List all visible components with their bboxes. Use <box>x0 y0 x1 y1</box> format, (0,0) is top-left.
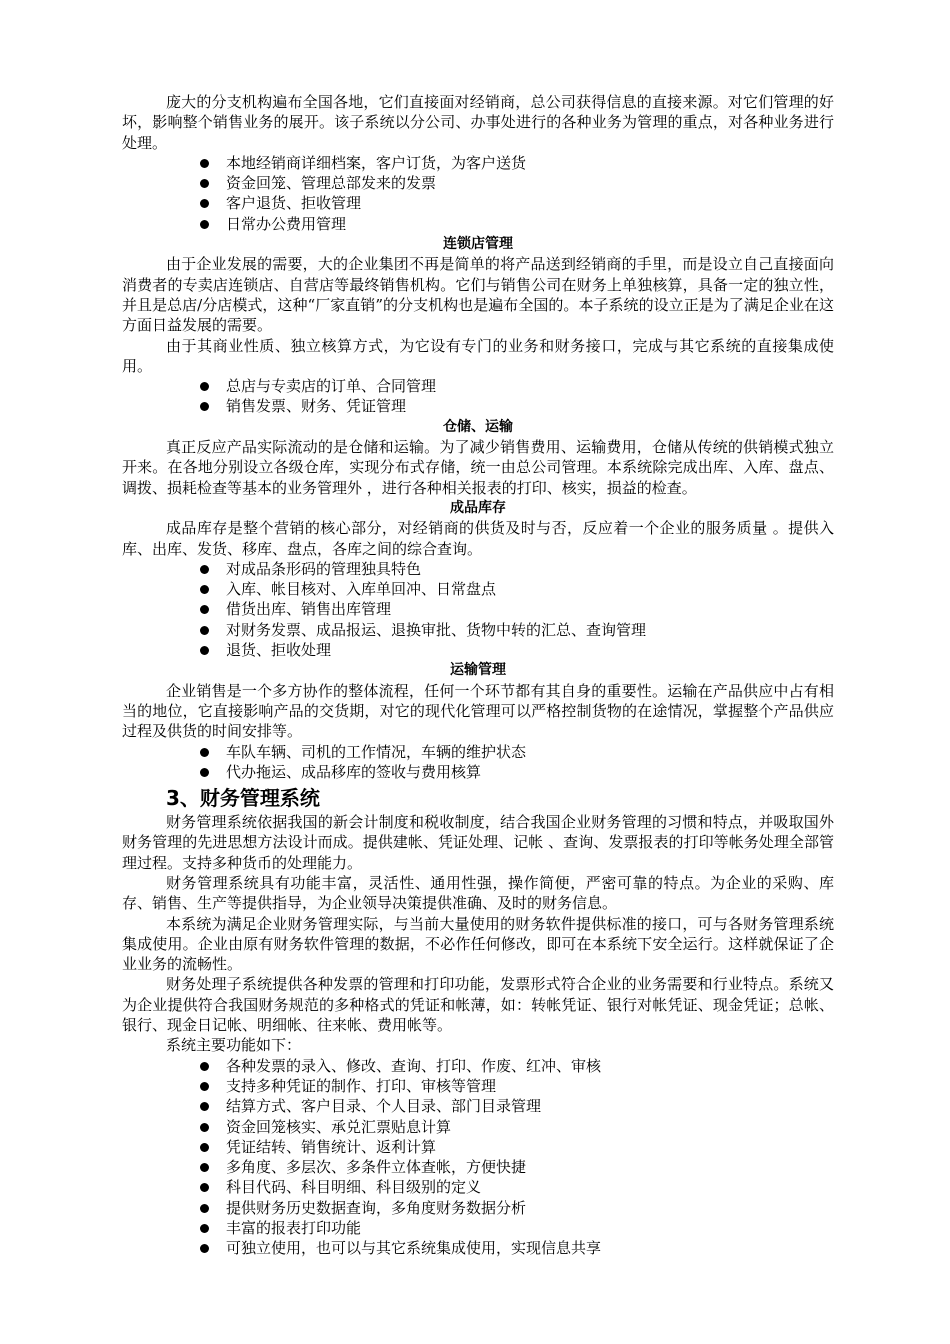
bullet-icon <box>200 565 209 574</box>
bullet-icon <box>200 1224 209 1233</box>
intro-paragraph: 庞大的分支机构遍布全国各地，它们直接面对经销商，总公司获得信息的直接来源。对它们管理的好坏，影响整个销售业务的展开。该子系统以分公司、办事处进行的各种业务为管理的重点，对各种业务进行处理。 <box>122 93 834 152</box>
finance-paragraph: 财务管理系统具有功能丰富，灵活性、通用性强，操作简便，严密可靠的特点。为企业的采购、库存、销售、生产等提供指导，为企业领导决策提供准确、及时的财务信息。 <box>122 873 834 913</box>
list-item: 丰富的报表打印功能 <box>122 1218 834 1238</box>
chain-store-list <box>122 376 834 417</box>
list-item: 入库、帐目核对、入库单回冲、日常盘点 <box>122 579 834 599</box>
finance-paragraph: 本系统为满足企业财务管理实际，与当前大量使用的财务软件提供标准的接口，可与各财务管理系统集成使用。企业由原有财务软件管理的数据，不必作任何修改，即可在本系统下安全运行。这样就保证了企业业务的流畅性。 <box>122 914 834 974</box>
finance-function-list <box>122 1056 834 1259</box>
list-item: 本地经销商详细档案，客户订货，为客户送货 <box>122 153 834 173</box>
list-item: 客户退货、拒收管理 <box>122 193 834 213</box>
list-item: 日常办公费用管理 <box>122 214 834 234</box>
bullet-icon <box>200 1163 209 1172</box>
bullet-icon <box>200 1244 209 1253</box>
bullet-icon <box>200 382 209 391</box>
list-item: 结算方式、客户目录、个人目录、部门目录管理 <box>122 1096 834 1116</box>
list-item: 资金回笼、管理总部发来的发票 <box>122 173 834 193</box>
list-item: 对成品条形码的管理独具特色 <box>122 559 834 579</box>
finance-paragraph: 系统主要功能如下： <box>166 1036 302 1055</box>
list-item: 提供财务历史数据查询，多角度财务数据分析 <box>122 1198 834 1218</box>
list-item: 凭证结转、销售统计、返利计算 <box>122 1137 834 1157</box>
intro-list <box>122 153 834 234</box>
transport-list <box>122 742 834 783</box>
warehouse-paragraph: 真正反应产品实际流动的是仓储和运输。为了减少销售费用、运输费用，仓储从传统的供销模式独立开来。在各地分别设立各级仓库，实现分布式存储，统一由总公司管理。本系统除完成出库、入库、盘点、调拨、损耗检查等基本的业务管理外 ，进行各种相关报表的打印、核实，损益的检查。 <box>122 438 834 497</box>
bullet-icon <box>200 646 209 655</box>
bullet-icon <box>200 1102 209 1111</box>
transport-paragraph: 企业销售是一个多方协作的整体流程，任何一个环节都有其自身的重要性。运输在产品供应中占有相当的地位，它直接影响产品的交货期，对它的现代化管理可以严格控制货物的在途情况，掌握整个产品供应过程及供货的时间安排等。 <box>122 681 834 741</box>
section-heading-chain-store: 连锁店管理 <box>443 236 513 253</box>
section-heading-inventory: 成品库存 <box>450 499 506 516</box>
bullet-icon <box>200 748 209 757</box>
list-item: 多角度、多层次、多条件立体查帐，方便快捷 <box>122 1157 834 1177</box>
list-item: 车队车辆、司机的工作情况，车辆的维护状态 <box>122 742 834 762</box>
list-item: 销售发票、财务、凭证管理 <box>122 396 834 416</box>
inventory-paragraph: 成品库存是整个营销的核心部分，对经销商的供货及时与否，反应着一个企业的服务质量 。提供入库、出库、发货、移库、盘点，各库之间的综合查询。 <box>122 519 834 558</box>
finance-paragraph: 财务管理系统依据我国的新会计制度和税收制度，结合我国企业财务管理的习惯和特点，并吸取国外财务管理的先进思想方法设计而成。提供建帐、凭证处理、记帐 、查询、发票报表的打印等帐务处理全部管理过程。支持多种货币的处理能力。 <box>122 813 834 872</box>
bullet-icon <box>200 626 209 635</box>
bullet-icon <box>200 585 209 594</box>
list-item: 借货出库、销售出库管理 <box>122 599 834 619</box>
finance-paragraph: 财务处理子系统提供各种发票的管理和打印功能，发票形式符合企业的业务需要和行业特点。系统又为企业提供符合我国财务规范的多种格式的凭证和帐薄，如：转帐凭证、银行对帐凭证、现金凭证；总帐、银行、现金日记帐、明细帐、往来帐、费用帐等。 <box>122 975 834 1035</box>
bullet-icon <box>200 1204 209 1213</box>
section-heading-warehouse: 仓储、运输 <box>443 418 513 435</box>
chain-store-paragraph: 由于企业发展的需要，大的企业集团不再是简单的将产品送到经销商的手里，而是设立自己直接面向消费者的专卖店连锁店、自营店等最终销售机构。它们与销售公司在财务上单独核算，具备一定的独立性，并且是总店/分店模式，这种“厂家直销”的分支机构也是遍布全国的。本子系统的设立正是为了满足企业在这方面日益发展的需要。 <box>122 255 834 335</box>
section-heading-transport: 运输管理 <box>450 662 506 679</box>
document-page <box>122 92 834 1259</box>
list-item: 总店与专卖店的订单、合同管理 <box>122 376 834 396</box>
list-item: 可独立使用，也可以与其它系统集成使用，实现信息共享 <box>122 1238 834 1258</box>
bullet-icon <box>200 220 209 229</box>
bullet-icon <box>200 1123 209 1132</box>
bullet-icon <box>200 159 209 168</box>
bullet-icon <box>200 1183 209 1192</box>
list-item: 代办拖运、成品移库的签收与费用核算 <box>122 762 834 782</box>
bullet-icon <box>200 1062 209 1071</box>
bullet-icon <box>200 1082 209 1091</box>
bullet-icon <box>200 768 209 777</box>
bullet-icon <box>200 402 209 411</box>
bullet-icon <box>200 199 209 208</box>
list-item: 支持多种凭证的制作、打印、审核等管理 <box>122 1076 834 1096</box>
chain-store-paragraph: 由于其商业性质、独立核算方式，为它设有专门的业务和财务接口，完成与其它系统的直接集成使用。 <box>122 336 834 375</box>
bullet-icon <box>200 605 209 614</box>
list-item: 退货、拒收处理 <box>122 640 834 660</box>
chapter-heading-finance: 3、财务管理系统 <box>166 786 320 811</box>
list-item: 科目代码、科目明细、科目级别的定义 <box>122 1177 834 1197</box>
list-item: 资金回笼核实、承兑汇票贴息计算 <box>122 1117 834 1137</box>
list-item: 各种发票的录入、修改、查询、打印、作废、红冲、审核 <box>122 1056 834 1076</box>
inventory-list <box>122 559 834 660</box>
bullet-icon <box>200 1143 209 1152</box>
list-item: 对财务发票、成品报运、退换审批、货物中转的汇总、查询管理 <box>122 620 834 640</box>
bullet-icon <box>200 179 209 188</box>
